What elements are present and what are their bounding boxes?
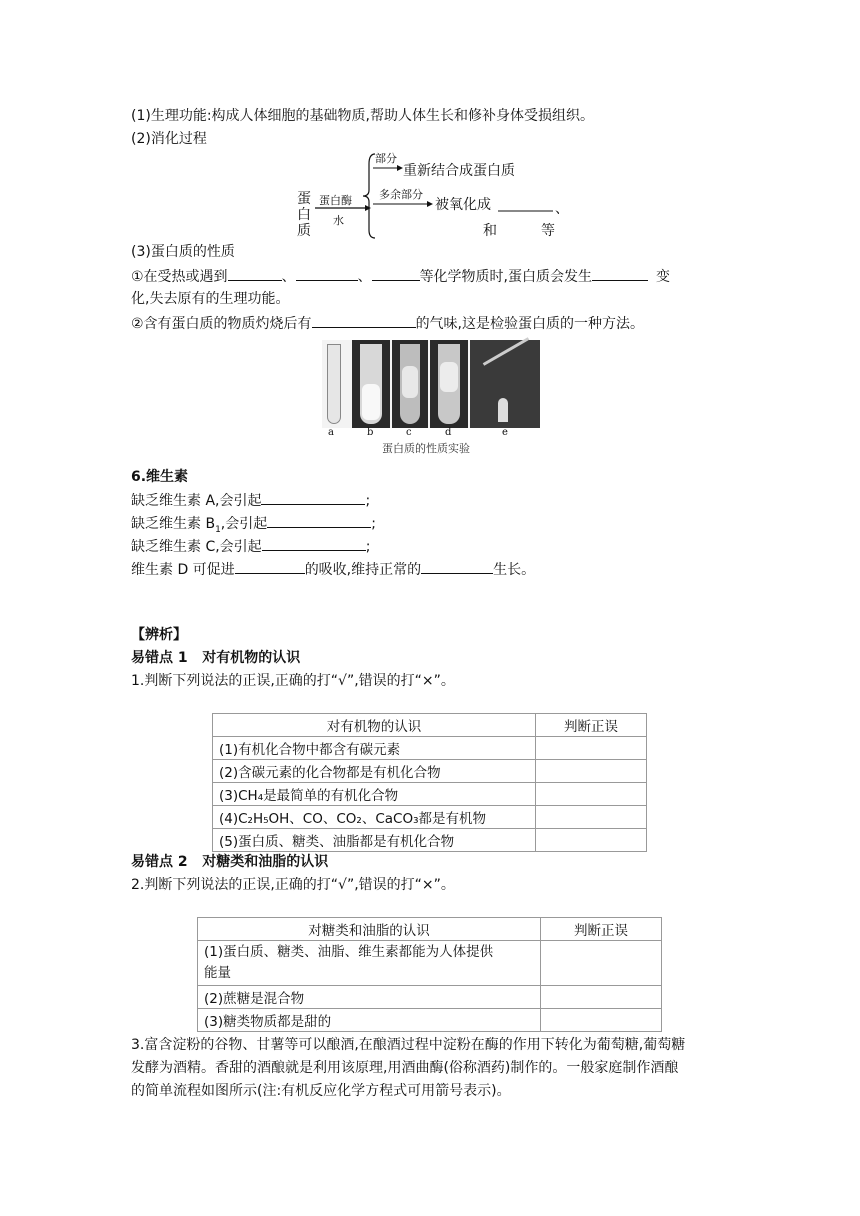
table-cell: (1)有机化合物中都含有碳元素 <box>213 737 536 760</box>
properties-heading: (3)蛋白质的性质 <box>131 244 235 260</box>
separator: 、 <box>281 269 296 285</box>
table-cell <box>198 941 541 986</box>
vitamin-d-start: 维生素 D 可促进 <box>131 562 235 578</box>
blank-input[interactable] <box>228 265 282 281</box>
property-1-start: ①在受热或遇到 <box>131 269 228 285</box>
property-1-end: 变 <box>656 269 671 285</box>
property-1-line <box>131 265 670 288</box>
answer-cell[interactable] <box>536 806 647 829</box>
cell-line: 能量 <box>204 965 231 981</box>
table-header: 对糖类和油脂的认识 <box>198 918 541 941</box>
table-cell: (3)糖类物质都是甜的 <box>198 1009 541 1032</box>
property-2-line <box>131 312 644 335</box>
vitamin-d-line <box>131 558 535 581</box>
vitamin-d-end: 生长。 <box>493 562 536 578</box>
property-2-end: 的气味,这是检验蛋白质的一种方法。 <box>415 316 645 332</box>
diagram-etc: 等 <box>541 223 555 239</box>
property-1-line-2: 化,失去原有的生理功能。 <box>131 291 290 307</box>
protein-char-2: 白 <box>297 207 311 223</box>
answer-cell[interactable] <box>536 829 647 852</box>
digestion-heading: (2)消化过程 <box>131 131 207 147</box>
blank-input[interactable] <box>261 489 365 505</box>
photo-label: a <box>328 427 334 438</box>
organic-table <box>212 713 647 852</box>
table-cell: (2)蔗糖是混合物 <box>198 986 541 1009</box>
table-cell: (5)蛋白质、糖类、油脂都是有机化合物 <box>213 829 536 852</box>
test-tube-a <box>322 340 346 428</box>
vitamin-a-text: 缺乏维生素 A,会引起 <box>131 493 262 509</box>
vitamin-b1-mid: ,会引起 <box>220 516 268 532</box>
point-2-title: 易错点 2 对糖类和油脂的认识 <box>131 854 329 870</box>
blank-input[interactable] <box>296 265 358 281</box>
separator: 、 <box>357 269 372 285</box>
table-row <box>198 941 662 986</box>
vitamin-c-line <box>131 535 370 558</box>
test-tube-b <box>352 340 390 428</box>
answer-cell[interactable] <box>536 737 647 760</box>
photo-label: e <box>502 427 508 438</box>
photo-caption: 蛋白质的性质实验 <box>382 442 470 455</box>
cell-line: (1)蛋白质、糖类、油脂、维生素都能为人体提供 <box>204 944 494 960</box>
property-1-mid: 等化学物质时,蛋白质会发生 <box>419 269 593 285</box>
digestion-diagram <box>293 150 583 242</box>
photo-labels <box>322 427 540 441</box>
blank-input[interactable] <box>421 558 493 574</box>
table-header: 对有机物的认识 <box>213 714 536 737</box>
diagram-separator: 、 <box>555 201 569 217</box>
blank-input[interactable] <box>235 558 305 574</box>
branch-bottom-result: 被氧化成 <box>435 197 491 213</box>
sugar-fat-table <box>197 917 662 1032</box>
answer-cell[interactable] <box>536 760 647 783</box>
table-cell: (3)CH₄是最简单的有机化合物 <box>213 783 536 806</box>
table-header-row <box>213 714 647 737</box>
table-row <box>198 1009 662 1032</box>
blank-input[interactable] <box>592 265 648 281</box>
answer-cell[interactable] <box>541 941 662 986</box>
table-row <box>213 737 647 760</box>
answer-cell[interactable] <box>541 1009 662 1032</box>
vitamin-c-text: 缺乏维生素 C,会引起 <box>131 539 262 555</box>
question-1: 1.判断下列说法的正误,正确的打“√”,错误的打“×”。 <box>131 673 455 689</box>
protein-function-text: (1)生理功能:构成人体细胞的基础物质,帮助人体生长和修补身体受损组织。 <box>131 108 594 124</box>
vitamin-d-mid: 的吸收,维持正常的 <box>304 562 422 578</box>
test-tube-d <box>430 340 468 428</box>
table-header-row <box>198 918 662 941</box>
experiment-photo <box>322 340 540 428</box>
question-2: 2.判断下列说法的正误,正确的打“√”,错误的打“×”。 <box>131 877 455 893</box>
table-header: 判断正误 <box>541 918 662 941</box>
table-header: 判断正误 <box>536 714 647 737</box>
table-row <box>213 806 647 829</box>
blank-input[interactable] <box>262 535 366 551</box>
photo-label: c <box>406 427 412 438</box>
point-1-title: 易错点 1 对有机物的认识 <box>131 650 301 666</box>
table-row <box>213 760 647 783</box>
vitamin-a-line <box>131 489 370 512</box>
vitamins-heading: 6.维生素 <box>131 469 189 485</box>
table-cell: (4)C₂H₅OH、CO、CO₂、CaCO₃都是有机物 <box>213 806 536 829</box>
protein-char-1: 蛋 <box>297 191 311 207</box>
protein-char-3: 质 <box>297 223 311 239</box>
subscript: 1 <box>215 524 221 535</box>
answer-cell[interactable] <box>536 783 647 806</box>
branch-bottom-label: 多余部分 <box>379 188 423 201</box>
question-3-line-3: 的简单流程如图所示(注:有机反应化学方程式可用箭号表示)。 <box>131 1083 511 1099</box>
semicolon: ; <box>365 539 371 555</box>
question-3-line-1: 3.富含淀粉的谷物、甘薯等可以酿酒,在酿酒过程中淀粉在酶的作用下转化为葡萄糖,葡萄糖 <box>131 1037 686 1053</box>
test-tube-c <box>392 340 428 428</box>
blank-input[interactable] <box>372 265 420 281</box>
diagram-and: 和 <box>483 223 497 239</box>
vitamin-b1-text: 缺乏维生素 B <box>131 516 216 532</box>
property-2-start: ②含有蛋白质的物质灼烧后有 <box>131 316 312 332</box>
question-3-line-2: 发酵为酒精。香甜的酒酿就是利用该原理,用酒曲酶(俗称酒药)制作的。一般家庭制作酒酿 <box>131 1060 679 1076</box>
answer-cell[interactable] <box>541 986 662 1009</box>
blank-input[interactable] <box>312 312 416 328</box>
table-row <box>198 986 662 1009</box>
table-row <box>213 829 647 852</box>
branch-top-result: 重新结合成蛋白质 <box>403 163 515 179</box>
photo-label: d <box>445 427 452 438</box>
table-row <box>213 783 647 806</box>
semicolon: ; <box>371 516 376 532</box>
photo-label: b <box>367 427 374 438</box>
analysis-heading: 【辨析】 <box>131 627 187 643</box>
enzyme-label: 蛋白酶 <box>319 194 352 207</box>
semicolon: ; <box>365 493 371 509</box>
water-label: 水 <box>333 214 344 227</box>
burning-sample <box>470 340 540 428</box>
blank-input[interactable] <box>267 512 371 528</box>
branch-top-label: 部分 <box>375 152 397 165</box>
table-cell: (2)含碳元素的化合物都是有机化合物 <box>213 760 536 783</box>
